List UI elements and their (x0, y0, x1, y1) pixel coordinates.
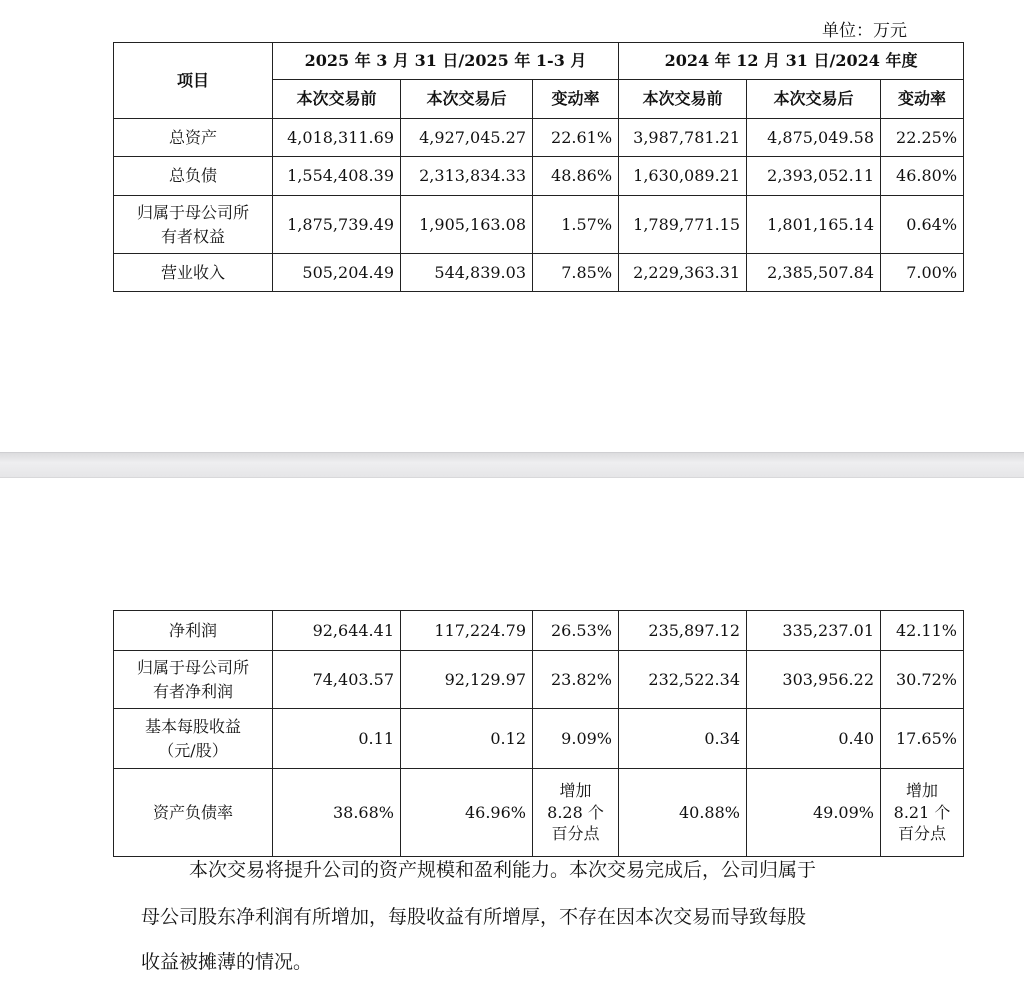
change-line: 增加 (559, 781, 592, 801)
change-line: 8.21 个 (893, 802, 951, 822)
row-label-line: 基本每股收益 (144, 717, 241, 737)
table-row (114, 196, 964, 254)
table-cell: 74,403.57 (273, 651, 401, 709)
change-cell (533, 769, 619, 857)
table-cell: 232,522.34 (619, 651, 747, 709)
table-cell: 92,644.41 (273, 611, 401, 651)
sub-header: 本次交易前 (273, 80, 401, 119)
table-cell: 1,554,408.39 (273, 157, 401, 196)
row-label: 总负债 (114, 157, 273, 196)
paragraph-line: 母公司股东净利润有所增加，每股收益有所增厚，不存在因本次交易而导致每股 (141, 906, 807, 928)
row-label (114, 651, 273, 709)
table-cell: 544,839.03 (401, 254, 533, 292)
table-cell: 303,956.22 (747, 651, 881, 709)
row-label-line: （元/股） (158, 740, 228, 760)
row-label: 资产负债率 (114, 769, 273, 857)
table-cell: 2,393,052.11 (747, 157, 881, 196)
table-cell: 335,237.01 (747, 611, 881, 651)
table-row (114, 119, 964, 157)
sub-header: 本次交易后 (747, 80, 881, 119)
paragraph-line: 收益被摊薄的情况。 (141, 951, 313, 973)
row-label-line: 有者净利润 (152, 681, 233, 701)
table-cell: 117,224.79 (401, 611, 533, 651)
change-line: 增加 (905, 781, 938, 801)
table-cell: 38.68% (273, 769, 401, 857)
table-row (114, 254, 964, 292)
unit-label: 单位：万元 (822, 21, 907, 41)
sub-header: 本次交易前 (619, 80, 747, 119)
table-cell: 505,204.49 (273, 254, 401, 292)
table-cell: 22.25% (881, 119, 964, 157)
table-cell: 0.40 (747, 709, 881, 769)
row-label (114, 196, 273, 254)
table-cell: 42.11% (881, 611, 964, 651)
table-cell: 17.65% (881, 709, 964, 769)
row-label: 营业收入 (114, 254, 273, 292)
table-cell: 1,801,165.14 (747, 196, 881, 254)
table-cell: 1,630,089.21 (619, 157, 747, 196)
table-cell: 4,927,045.27 (401, 119, 533, 157)
row-label-line: 归属于母公司所 (136, 203, 249, 223)
table-cell: 7.00% (881, 254, 964, 292)
table-cell: 40.88% (619, 769, 747, 857)
table-cell: 7.85% (533, 254, 619, 292)
period-header-2024: 2024 年 12 月 31 日/2024 年度 (619, 43, 964, 80)
item-header: 项目 (114, 43, 273, 119)
table-row (114, 611, 964, 651)
row-label-line: 归属于母公司所 (136, 658, 249, 678)
change-line: 8.28 个 (547, 802, 604, 822)
table-row (114, 651, 964, 709)
table-cell: 4,875,049.58 (747, 119, 881, 157)
table-row (114, 769, 964, 857)
period-header-2025: 2025 年 3 月 31 日/2025 年 1-3 月 (273, 43, 619, 80)
financial-table-top (113, 42, 964, 292)
table-cell: 1,875,739.49 (273, 196, 401, 254)
row-label-line: 有者权益 (160, 226, 225, 246)
change-cell (881, 769, 964, 857)
table-cell: 92,129.97 (401, 651, 533, 709)
row-label: 净利润 (114, 611, 273, 651)
sub-header: 变动率 (533, 80, 619, 119)
table-cell: 49.09% (747, 769, 881, 857)
table-cell: 26.53% (533, 611, 619, 651)
table-cell: 0.34 (619, 709, 747, 769)
table-cell: 2,313,834.33 (401, 157, 533, 196)
change-line: 百分点 (551, 824, 600, 844)
table-cell: 46.80% (881, 157, 964, 196)
table-cell: 22.61% (533, 119, 619, 157)
table-cell: 48.86% (533, 157, 619, 196)
table-cell: 4,018,311.69 (273, 119, 401, 157)
table-cell: 1,905,163.08 (401, 196, 533, 254)
table-cell: 23.82% (533, 651, 619, 709)
row-label (114, 709, 273, 769)
paragraph-line: 本次交易将提升公司的资产规模和盈利能力。本次交易完成后，公司归属于 (189, 859, 817, 881)
table-cell: 235,897.12 (619, 611, 747, 651)
financial-table-bottom (113, 610, 964, 857)
table-cell: 46.96% (401, 769, 533, 857)
table-cell: 1.57% (533, 196, 619, 254)
table-cell: 1,789,771.15 (619, 196, 747, 254)
sub-header: 本次交易后 (401, 80, 533, 119)
table-row (114, 157, 964, 196)
table-cell: 0.11 (273, 709, 401, 769)
table-row (114, 709, 964, 769)
table-cell: 3,987,781.21 (619, 119, 747, 157)
sub-header: 变动率 (881, 80, 964, 119)
page-break-divider (0, 452, 1024, 478)
table-cell: 30.72% (881, 651, 964, 709)
table-cell: 2,229,363.31 (619, 254, 747, 292)
table-cell: 0.64% (881, 196, 964, 254)
table-cell: 9.09% (533, 709, 619, 769)
row-label: 总资产 (114, 119, 273, 157)
table-cell: 2,385,507.84 (747, 254, 881, 292)
change-line: 百分点 (897, 824, 946, 844)
table-cell: 0.12 (401, 709, 533, 769)
